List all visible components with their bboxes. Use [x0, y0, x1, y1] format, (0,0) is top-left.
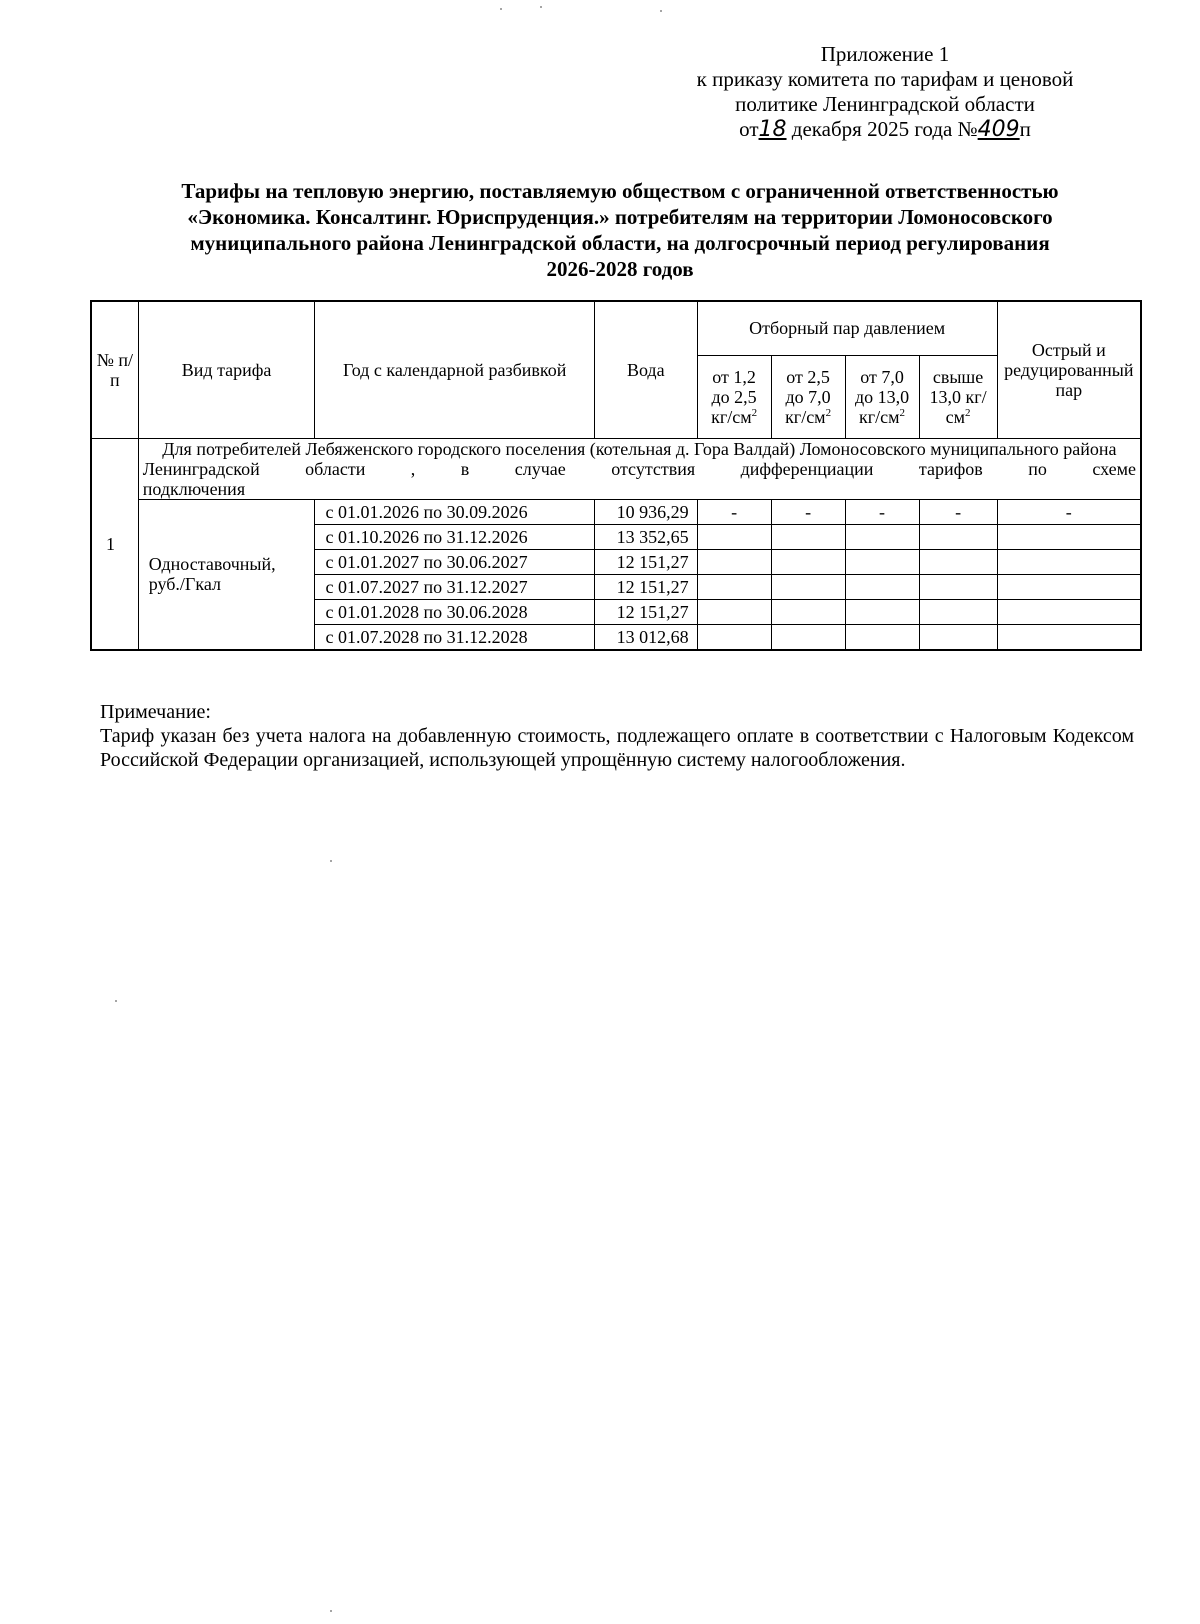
header-steam-1: от 1,2 до 2,5 $кг/см^2$ — [697, 355, 771, 438]
table-row — [91, 499, 1141, 524]
water-cell: 12 151,27 — [594, 599, 697, 624]
note-text: Тариф указан без учета налога на добавленную стоимость, подлежащего оплате в соответствии с Налоговым Кодексом Российской Федерации организацией, использующей упрощённую систему налогообложения. — [100, 725, 1134, 771]
header-sharp-steam: Острый и редуцированный пар — [997, 301, 1141, 438]
handwritten-day: 18 — [758, 117, 787, 142]
scan-speck — [115, 1000, 117, 1002]
header-steam-group: Отборный пар давлением — [697, 301, 997, 355]
steam-1-cell — [697, 624, 771, 650]
steam-2-cell — [771, 624, 845, 650]
scan-speck — [330, 1610, 332, 1612]
steam-1-cell — [697, 524, 771, 549]
steam-2-cell: - — [771, 499, 845, 524]
scan-speck — [540, 6, 542, 8]
header-tariff-type: Вид тарифа — [138, 301, 315, 438]
header-steam-3: от 7,0 до 13,0 $кг/см^2$ — [845, 355, 919, 438]
appendix-title: Приложение 1 — [820, 42, 950, 66]
steam-3-cell — [845, 599, 919, 624]
steam-4-cell — [919, 549, 997, 574]
note-heading: Примечание: — [100, 701, 211, 723]
title-line-3: муниципального района Ленинградской области, на долгосрочный период регулирования — [190, 231, 1050, 255]
water-cell: 10 936,29 — [594, 499, 697, 524]
appendix-order-line: к приказу комитета по тарифам и ценовой — [696, 67, 1074, 91]
scan-speck — [660, 10, 662, 12]
period-cell: с 01.01.2026 по 30.09.2026 — [315, 499, 594, 524]
header-steam-4: свыше 13,0 $кг/см^2$ — [919, 355, 997, 438]
tariff-kind: Одноставочный, руб./Гкал — [138, 499, 315, 650]
title-line-2: «Экономика. Консалтинг. Юриспруденция.» потребителям на территории Ломоносовского — [187, 205, 1053, 229]
steam-3-cell — [845, 549, 919, 574]
scan-speck — [330, 860, 332, 862]
date-rest: декабря 2025 года № — [791, 117, 978, 141]
period-cell: с 01.10.2026 по 31.12.2026 — [315, 524, 594, 549]
appendix-date-line — [650, 117, 1120, 142]
period-cell: с 01.07.2027 по 31.12.2027 — [315, 574, 594, 599]
sharp-steam-cell — [997, 624, 1141, 650]
steam-2-cell — [771, 524, 845, 549]
title-line-1: Тарифы на тепловую энергию, поставляемую обществом с ограниченной ответственностью — [181, 179, 1059, 203]
water-cell: 12 151,27 — [594, 549, 697, 574]
note-block — [100, 700, 1134, 772]
sharp-steam-cell — [997, 599, 1141, 624]
appendix-block — [650, 42, 1120, 142]
water-cell: 13 352,65 — [594, 524, 697, 549]
steam-2-cell — [771, 549, 845, 574]
steam-2-cell — [771, 574, 845, 599]
header-steam-2: от 2,5 до 7,0 $кг/см^2$ — [771, 355, 845, 438]
period-cell: с 01.07.2028 по 31.12.2028 — [315, 624, 594, 650]
header-row-top — [91, 301, 1141, 355]
water-cell: 13 012,68 — [594, 624, 697, 650]
steam-4-cell: - — [919, 499, 997, 524]
order-suffix: п — [1019, 117, 1031, 141]
period-cell: с 01.01.2028 по 30.06.2028 — [315, 599, 594, 624]
title-line-4: 2026-2028 годов — [546, 257, 694, 281]
period-cell: с 01.01.2027 по 30.06.2027 — [315, 549, 594, 574]
steam-4-cell — [919, 524, 997, 549]
header-num: № п/п — [91, 301, 138, 438]
handwritten-order-number: 409 — [977, 117, 1020, 142]
sharp-steam-cell — [997, 549, 1141, 574]
steam-1-cell — [697, 599, 771, 624]
scan-speck — [500, 8, 502, 10]
steam-4-cell — [919, 574, 997, 599]
steam-2-cell — [771, 599, 845, 624]
sharp-steam-cell: - — [997, 499, 1141, 524]
steam-3-cell: - — [845, 499, 919, 524]
document-title — [100, 178, 1140, 282]
water-cell: 12 151,27 — [594, 574, 697, 599]
appendix-authority-line: политике Ленинградской области — [735, 92, 1035, 116]
steam-1-cell — [697, 574, 771, 599]
steam-4-cell — [919, 624, 997, 650]
steam-4-cell — [919, 599, 997, 624]
tariff-table — [90, 300, 1142, 651]
group-row — [91, 438, 1141, 499]
steam-1-cell — [697, 549, 771, 574]
group-description: Для потребителей Лебяженского городского поселения (котельная д. Гора Валдай) Ломоносовского муниципального района Ленинградской области , в случае отсутствия дифференциации тарифов по схеме подключения — [138, 438, 1141, 499]
steam-3-cell — [845, 624, 919, 650]
steam-3-cell — [845, 524, 919, 549]
header-year: Год с календарной разбивкой — [315, 301, 594, 438]
date-prefix: от — [739, 117, 759, 141]
sharp-steam-cell — [997, 524, 1141, 549]
sharp-steam-cell — [997, 574, 1141, 599]
steam-3-cell — [845, 574, 919, 599]
steam-1-cell: - — [697, 499, 771, 524]
row-number: 1 — [91, 438, 138, 650]
header-water: Вода — [594, 301, 697, 438]
